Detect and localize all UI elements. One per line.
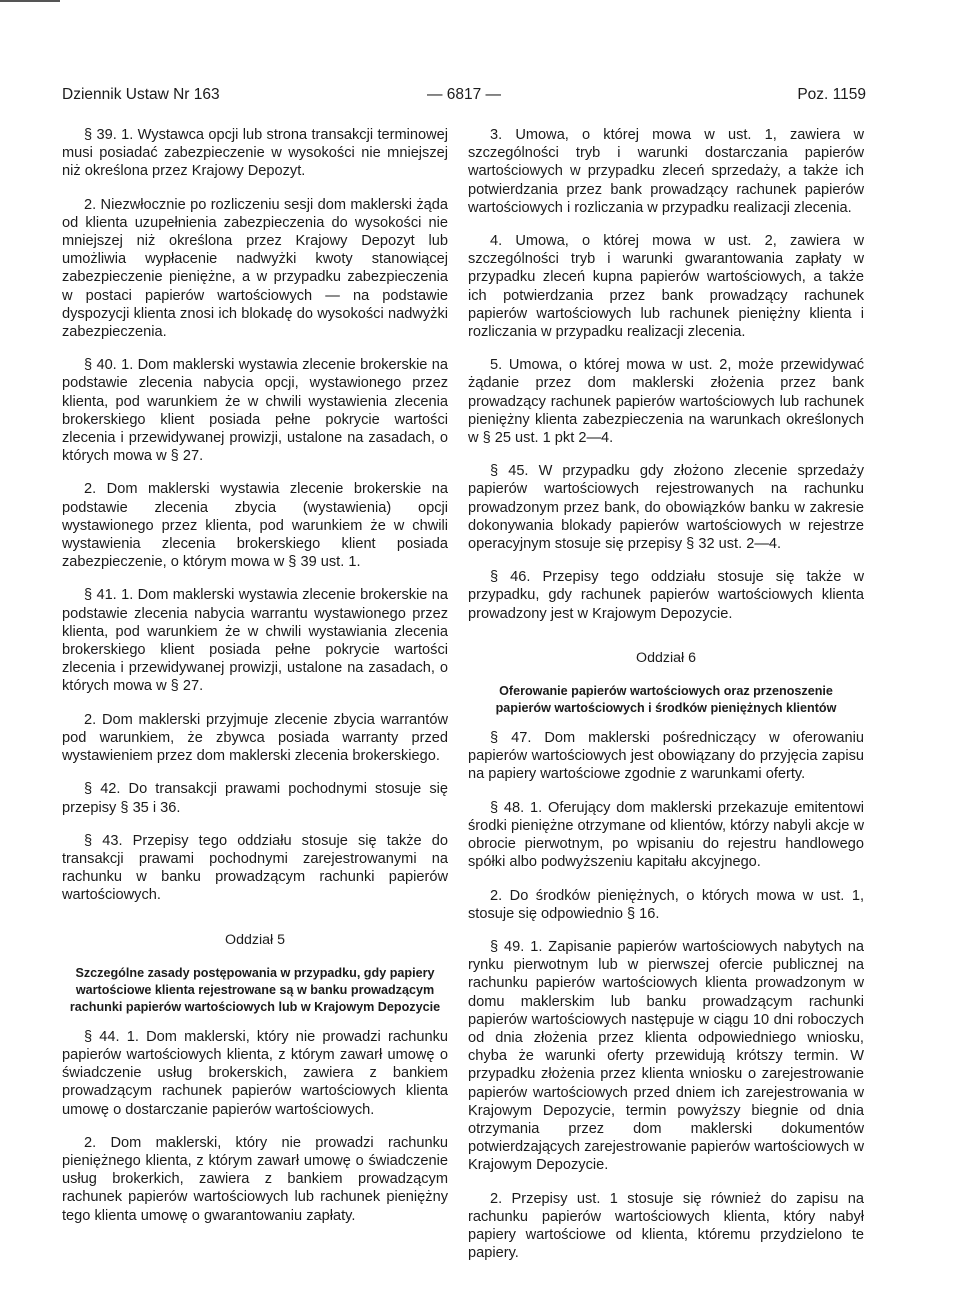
- paragraph: § 45. W przypadku gdy złożono zlecenie sprzedaży papierów wartościowych rejestrowanych na rachunku prowadzonym przez bank, do obowiązków banku w zakresie dokonywania blokady papierów wartościowych w rejestrze operacyjnym stosuje się przepisy § 32 ust. 2—4.: [468, 463, 864, 553]
- paragraph: 2. Dom maklerski, który nie prowadzi rachunku pieniężnego klienta, z którym zawarł umowę o świadczenie usług brokerkich, zawiera z bankiem prowadzącym rachunek papierów wartościowych lub rachunek pieniężny tego klienta umowę o gwarantowaniu zapłaty.: [62, 1134, 448, 1224]
- paragraph: 4. Umowa, o której mowa w ust. 2, zawiera w szczególności tryb i warunki gwarantowania zapłaty w przypadku zleceń kupna papierów wartościowych, a także ich potwierdzania przez bank prowadzący rachunek papierów wartościowych lub rachunek pieniężny klienta i rozliczania w przypadku realizacji zlecenia.: [468, 233, 864, 341]
- paragraph: § 47. Dom maklerski pośredniczący w oferowaniu papierów wartościowych jest obowiązany do przyjęcia zapisu na papiery wartościowe zgodnie z warunkami oferty.: [468, 730, 864, 783]
- paragraph: 2. Niezwłocznie po rozliczeniu sesji dom maklerski żąda od klienta uzupełnienia zabezpieczenia do wysokości nie mniejszej niż określona przez Krajowy Depozyt lub umożliwia wypłacenie nadwyżki kwoty stanowiącej zabezpieczenie pieniężne, a w przypadku zabezpieczenia w postaci papierów wartościowych — na podstawie dyspozycji klienta znosi ich blokadę do wysokości nadwyżki zabezpieczenia.: [62, 196, 448, 341]
- paragraph: § 44. 1. Dom maklerski, który nie prowadzi rachunku papierów wartościowych klienta, z którym zawarł umowę o świadczenie usług brokerskich, zawiera z bankiem prowadzącym rachunek papierów wartościowych klienta umowę o dostarczanie papierów wartościowych.: [62, 1028, 448, 1118]
- page-header: [62, 86, 866, 108]
- right-column: [468, 126, 864, 1277]
- paragraph: § 48. 1. Oferujący dom maklerski przekazuje emitentowi środki pieniężne otrzymane od klientów, którzy nabyli akcje w obrocie pierwotnym, po wpisaniu do rejestru handlowego spółki albo podwyższeniu kapitału akcyjnego.: [468, 799, 864, 871]
- paragraph: § 42. Do transakcji prawami pochodnymi stosuje się przepisy § 35 i 36.: [62, 781, 448, 816]
- paragraph: § 41. 1. Dom maklerski wystawia zlecenie brokerskie na podstawie zlecenia nabycia warrantu wystawionego przez klienta, pod warunkiem że w chwili wystawiania zlecenia brokerskiego klient posiada pełne pokrycie wartości zlecenia i przewidywanej prowizji, ustalone na zasadach, o których mowa w § 27.: [62, 587, 448, 695]
- section-title: Szczególne zasady postępowania w przypadku, gdy papiery wartościowe klienta rejestrowane są w banku prowadzącym rachunki papierów wartościowych lub w Krajowym Depozycie: [69, 965, 441, 1014]
- paragraph: 2. Do środków pieniężnych, o których mowa w ust. 1, stosuje się odpowiednio § 16.: [468, 887, 864, 922]
- top-rule: [0, 0, 60, 2]
- section-title: Oferowanie papierów wartościowych oraz przenoszenie papierów wartościowych i środków pieniężnych klientów: [495, 684, 837, 716]
- paragraph: § 43. Przepisy tego oddziału stosuje się także do transakcji prawami pochodnymi zarejestrowanymi na rachunku w banku prowadzącym rachunki papierów wartościowych.: [62, 832, 448, 904]
- paragraph: 2. Dom maklerski wystawia zlecenie brokerskie na podstawie zlecenia zbycia (wystawienia) opcji wystawionego przez klienta, pod warunkiem że w chwili wystawienia zlecenia brokerskiego klient posiada zabezpieczenie, o którym mowa w § 39 ust. 1.: [62, 481, 448, 571]
- left-column: [62, 126, 448, 1240]
- paragraph: § 46. Przepisy tego oddziału stosuje się także w przypadku, gdy rachunek papierów wartościowych klienta prowadzony jest w Krajowym Depozycie.: [468, 569, 864, 622]
- paragraph: 2. Dom maklerski przyjmuje zlecenie zbycia warrantów pod warunkiem, że zbywca posiada warranty przed wystawieniem przez dom maklerski zlecenia brokerskiego.: [62, 711, 448, 765]
- page-number: — 6817 —: [426, 86, 502, 103]
- paragraph: 3. Umowa, o której mowa w ust. 1, zawiera w szczególności tryb i warunki dostarczania papierów wartościowych w przypadku zleceń sprzedaży, a także ich potwierdzania przez bank prowadzący rachunek papierów wartościowych i rozliczania w przypadku realizacji zlecenia.: [468, 127, 864, 216]
- paragraph: § 49. 1. Zapisanie papierów wartościowych nabytych na rynku pierwotnym lub w pierwszej ofercie publicznej na rachunku papierów wartościowych klienta prowadzonym w domu maklerskim lub banku prowadzącym rachunki papierów wartościowych następuje w ciągu 10 dni roboczych od dnia złożenia przez klienta odpowiedniego wniosku, chyba że warunki oferty przewidują krótszy termin. W przypadku złożenia przez klienta wniosku o zarejestrowanie papierów wartościowych przed dniem ich zarejestrowania w Krajowym Depozycie, termin powyższy biegnie od dnia otrzymania przez dom maklerski dokumentów potwierdzających zarejestrowanie papierów wartościowych w Krajowym Depozycie.: [468, 938, 864, 1174]
- paragraph: 5. Umowa, o której mowa w ust. 2, może przewidywać żądanie przez dom maklerski złożenia przez bank prowadzący rachunek papierów wartościowych lub rachunek pieniężny klienta zabezpieczenia na warunkach określonych w § 25 ust. 1 pkt 2—4.: [468, 357, 864, 447]
- position-number: Poz. 1159: [797, 86, 866, 103]
- paragraph: § 40. 1. Dom maklerski wystawia zlecenie brokerskie na podstawie zlecenia nabycia opcji, wystawionego przez klienta, pod warunkiem że w chwili wystawienia zlecenia brokerskiego klient posiada pełne pokrycie wartości zlecenia i przewidywanej prowizji, ustalone na zasadach, o których mowa w § 27.: [62, 357, 448, 465]
- section-label: Oddział 6: [636, 649, 696, 666]
- paragraph: § 39. 1. Wystawca opcji lub strona transakcji terminowej musi posiadać zabezpieczenie w wysokości nie mniejszej niż określona przez Krajowy Depozyt.: [62, 127, 448, 180]
- section-label: Oddział 5: [225, 931, 285, 948]
- paragraph: 2. Przepisy ust. 1 stosuje się również do zapisu na rachunku papierów wartościowych klienta, który nabył papiery wartościowe od klienta, któremu przydzielono te papiery.: [468, 1190, 864, 1262]
- journal-title: Dziennik Ustaw Nr 163: [62, 86, 220, 103]
